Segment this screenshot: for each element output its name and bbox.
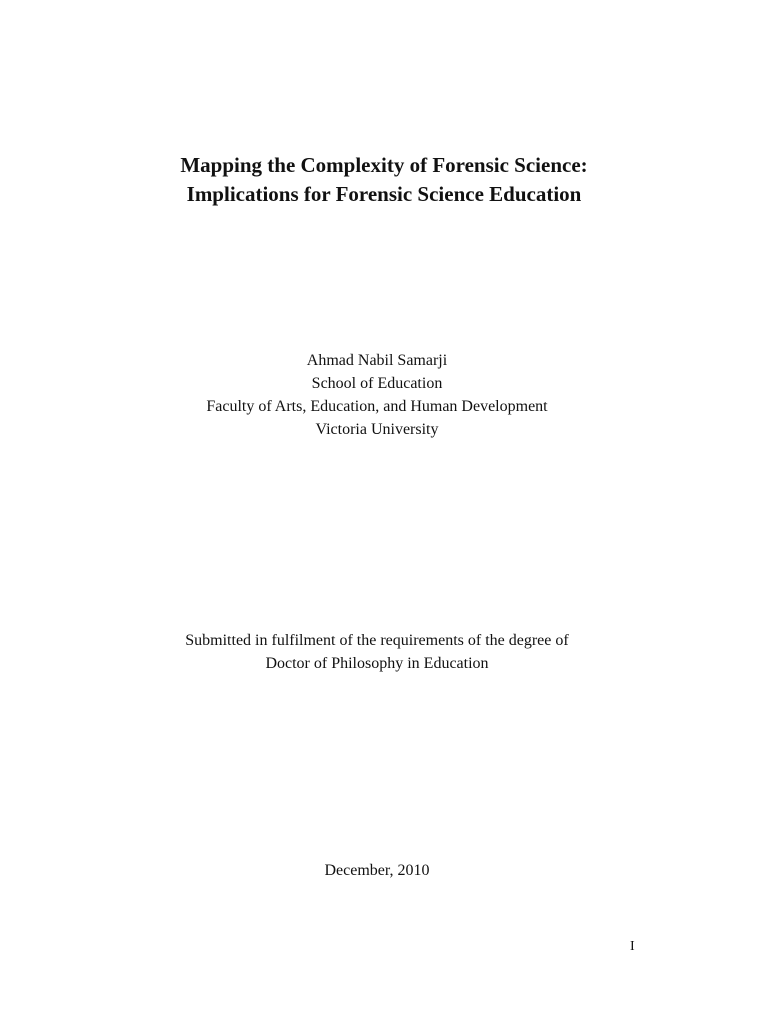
author-affiliation bbox=[0, 349, 754, 441]
title-line-1: Mapping the Complexity of Forensic Science: bbox=[180, 153, 588, 177]
author-name: Ahmad Nabil Samarji bbox=[306, 352, 448, 369]
submission-date: December, 2010 bbox=[324, 862, 430, 879]
thesis-title bbox=[0, 151, 768, 209]
submission-statement bbox=[0, 629, 754, 675]
school-name: School of Education bbox=[311, 375, 443, 392]
page-number: I bbox=[630, 939, 635, 954]
faculty-name: Faculty of Arts, Education, and Human Development bbox=[206, 398, 548, 415]
university-name: Victoria University bbox=[315, 421, 439, 438]
degree-name: Doctor of Philosophy in Education bbox=[265, 655, 489, 672]
title-line-2: Implications for Forensic Science Education bbox=[186, 182, 582, 206]
submission-line-1: Submitted in fulfilment of the requirements of the degree of bbox=[185, 632, 569, 649]
